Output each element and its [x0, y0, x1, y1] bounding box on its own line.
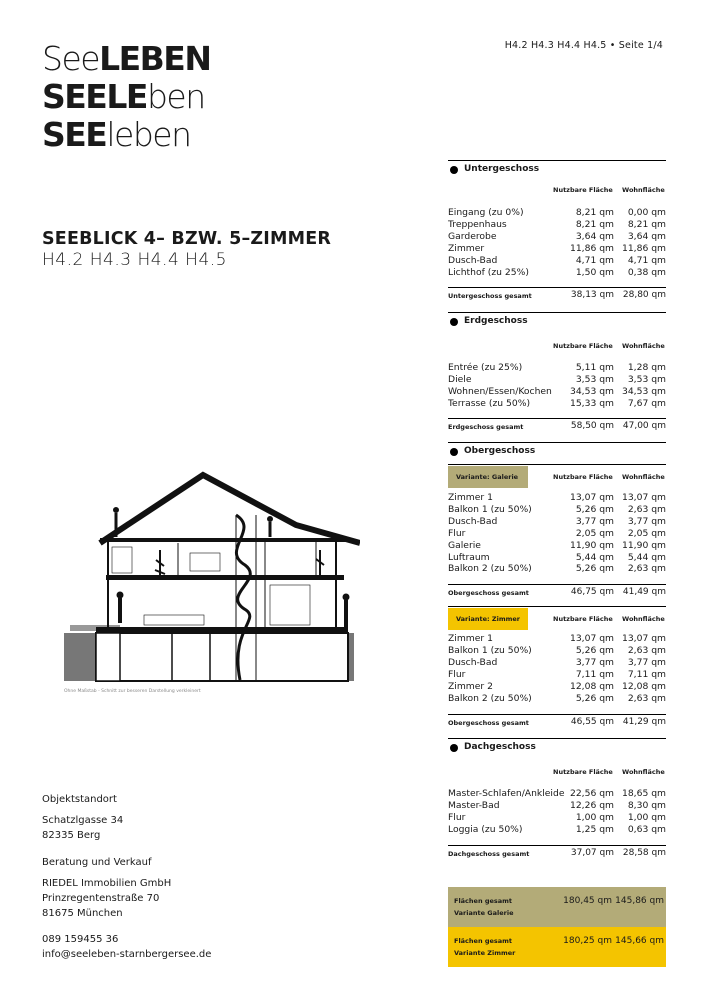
living-area: 4,71 qm [627, 254, 666, 266]
usable-area: 3,77 qm [575, 656, 614, 668]
usable-area: 1,50 qm [575, 266, 614, 278]
living-area: 3,77 qm [627, 656, 666, 668]
usable-area: 3,77 qm [575, 515, 614, 527]
table-row [448, 552, 666, 564]
table-row [448, 516, 666, 528]
room-name: Balkon 1 (zu 50%) [448, 503, 532, 515]
usable-area: 13,07 qm [569, 492, 614, 503]
living-area: 0,00 qm [627, 207, 666, 218]
usable-area: 5,26 qm [575, 692, 614, 704]
room-name: Lichthof (zu 25%) [448, 266, 529, 278]
usable-area: 13,07 qm [569, 633, 614, 644]
room-name: Dusch-Bad [448, 656, 498, 668]
column-usable: Nutzbare Fläche [553, 473, 613, 481]
variant-badge: Variante: Galerie [448, 466, 528, 488]
living-area: 3,64 qm [627, 230, 666, 242]
section-erdgeschoss: Erdgeschoss [448, 312, 666, 331]
room-name: Master-Schlafen/Ankleide [448, 788, 565, 799]
usable-area: 5,26 qm [575, 563, 614, 575]
table-row [448, 374, 666, 386]
usable-area: 1,25 qm [575, 823, 614, 835]
table-row [448, 255, 666, 267]
usable-area: 4,71 qm [575, 254, 614, 266]
room-name: Wohnen/Essen/Kochen [448, 385, 552, 397]
page-title: SEEBLICK 4– BZW. 5–ZIMMER [42, 229, 332, 249]
bullet-icon [450, 744, 458, 752]
location-address-line: 82335 Berg [42, 830, 101, 841]
room-name: Diele [448, 373, 472, 385]
living-area: 2,63 qm [627, 503, 666, 515]
table-row [448, 563, 666, 575]
drawing-caption: Ohne Maßstab - Schnitt zur besseren Darstellung verkleinert [64, 689, 201, 694]
usable-area: 2,05 qm [575, 527, 614, 539]
living-area: 3,53 qm [627, 373, 666, 385]
living-area: 2,63 qm [627, 563, 666, 575]
building-section-drawing [60, 455, 360, 690]
living-area: 1,00 qm [627, 811, 666, 823]
living-area: 2,63 qm [627, 692, 666, 704]
living-area: 11,90 qm [621, 539, 666, 551]
living-area: 7,67 qm [627, 397, 666, 409]
room-name: Master-Bad [448, 799, 500, 811]
column-living: Wohnfläche [622, 186, 665, 194]
table-row [448, 528, 666, 540]
living-area: 12,08 qm [621, 680, 666, 692]
usable-area: 7,11 qm [575, 668, 614, 680]
usable-area: 11,86 qm [569, 242, 614, 254]
room-name: Garderobe [448, 230, 497, 242]
table-row [448, 540, 666, 552]
living-area: 8,21 qm [627, 218, 666, 230]
living-area: 2,05 qm [627, 527, 666, 539]
living-area: 1,28 qm [627, 362, 666, 373]
room-name: Entrée (zu 25%) [448, 362, 523, 373]
usable-area: 8,21 qm [575, 218, 614, 230]
room-name: Flur [448, 527, 466, 539]
page-subtitle: H4.2 H4.3 H4.4 H4.5 [42, 250, 227, 270]
table-row [448, 207, 666, 219]
usable-area: 5,44 qm [575, 551, 614, 563]
room-name: Galerie [448, 539, 481, 551]
table-row [448, 669, 666, 681]
column-usable: Nutzbare Fläche [553, 615, 613, 623]
living-area: 11,86 qm [621, 242, 666, 254]
location-heading: Objektstandort [42, 794, 117, 805]
table-row [448, 504, 666, 516]
usable-area: 3,53 qm [575, 373, 614, 385]
living-area: 0,63 qm [627, 823, 666, 835]
table-row [448, 681, 666, 693]
email-link[interactable]: info@seeleben-starnbergersee.de [42, 949, 212, 960]
table-row [448, 386, 666, 398]
table-row [448, 267, 666, 279]
sales-address-line: RIEDEL Immobilien GmbH [42, 878, 172, 889]
column-living: Wohnfläche [622, 342, 665, 350]
sales-address-line: Prinzregentenstraße 70 [42, 893, 160, 904]
grand-total-galerie: Flächen gesamt Variante Galerie 180,45 qm 145,86 qm [448, 887, 666, 927]
usable-area: 12,08 qm [569, 680, 614, 692]
living-area: 13,07 qm [621, 633, 666, 644]
room-name: Dusch-Bad [448, 515, 498, 527]
room-name: Zimmer 1 [448, 633, 493, 644]
table-row [448, 398, 666, 410]
section-obergeschoss: Obergeschoss [448, 442, 666, 461]
usable-area: 22,56 qm [569, 788, 614, 799]
sales-heading: Beratung und Verkauf [42, 857, 152, 868]
usable-area: 3,64 qm [575, 230, 614, 242]
living-area: 5,44 qm [627, 551, 666, 563]
table-row [448, 788, 666, 800]
column-usable: Nutzbare Fläche [553, 768, 613, 776]
living-area: 0,38 qm [627, 266, 666, 278]
section-dachgeschoss: Dachgeschoss [448, 738, 666, 757]
usable-area: 12,26 qm [569, 799, 614, 811]
room-name: Balkon 2 (zu 50%) [448, 692, 532, 704]
table-row [448, 645, 666, 657]
column-living: Wohnfläche [622, 768, 665, 776]
table-row [448, 657, 666, 669]
table-row [448, 812, 666, 824]
room-name: Zimmer [448, 242, 485, 254]
grand-total-zimmer: Flächen gesamt Variante Zimmer 180,25 qm 145,66 qm [448, 927, 666, 967]
column-usable: Nutzbare Fläche [553, 342, 613, 350]
table-row [448, 693, 666, 705]
room-name: Treppenhaus [448, 218, 507, 230]
page-reference: H4.2 H4.3 H4.4 H4.5 • Seite 1/4 [504, 40, 663, 51]
location-address-line: Schatzlgasse 34 [42, 815, 124, 826]
column-living: Wohnfläche [622, 615, 665, 623]
living-area: 18,65 qm [621, 788, 666, 799]
living-area: 13,07 qm [621, 492, 666, 503]
living-area: 8,30 qm [627, 799, 666, 811]
room-name: Dusch-Bad [448, 254, 498, 266]
room-name: Balkon 2 (zu 50%) [448, 563, 532, 575]
usable-area: 5,11 qm [575, 362, 614, 373]
brand-logo: SeeLEBEN SEELEben SEEleben [42, 39, 211, 154]
sales-address-line: 81675 München [42, 908, 123, 919]
living-area: 3,77 qm [627, 515, 666, 527]
room-name: Loggia (zu 50%) [448, 823, 523, 835]
living-area: 34,53 qm [621, 385, 666, 397]
usable-area: 5,26 qm [575, 644, 614, 656]
column-usable: Nutzbare Fläche [553, 186, 613, 194]
total-row: Untergeschoss gesamt 38,13 qm 28,80 qm [448, 287, 666, 308]
usable-area: 8,21 qm [575, 207, 614, 218]
table-row [448, 362, 666, 374]
room-name: Luftraum [448, 551, 490, 563]
bullet-icon [450, 166, 458, 174]
variant-galerie-header [448, 464, 666, 489]
room-name: Balkon 1 (zu 50%) [448, 644, 532, 656]
column-living: Wohnfläche [622, 473, 665, 481]
living-area: 2,63 qm [627, 644, 666, 656]
living-area: 7,11 qm [627, 668, 666, 680]
table-row [448, 800, 666, 812]
table-row [448, 492, 666, 504]
room-name: Flur [448, 811, 466, 823]
table-row [448, 231, 666, 243]
bullet-icon [450, 318, 458, 326]
usable-area: 34,53 qm [569, 385, 614, 397]
variant-zimmer-header [448, 606, 666, 631]
table-row [448, 243, 666, 255]
room-name: Flur [448, 668, 466, 680]
total-row: Obergeschoss gesamt 46,55 qm 41,29 qm [448, 714, 666, 735]
total-row: Dachgeschoss gesamt 37,07 qm 28,58 qm [448, 845, 666, 866]
variant-badge: Variante: Zimmer [448, 608, 528, 630]
bullet-icon [450, 448, 458, 456]
room-name: Zimmer 2 [448, 680, 493, 692]
usable-area: 5,26 qm [575, 503, 614, 515]
table-row [448, 219, 666, 231]
usable-area: 1,00 qm [575, 811, 614, 823]
table-row [448, 633, 666, 645]
total-row: Obergeschoss gesamt 46,75 qm 41,49 qm [448, 584, 666, 605]
room-name: Zimmer 1 [448, 492, 493, 503]
room-name: Terrasse (zu 50%) [448, 397, 531, 409]
usable-area: 11,90 qm [569, 539, 614, 551]
usable-area: 15,33 qm [569, 397, 614, 409]
total-row: Erdgeschoss gesamt 58,50 qm 47,00 qm [448, 418, 666, 439]
room-name: Eingang (zu 0%) [448, 207, 524, 218]
phone-number: 089 159455 36 [42, 934, 119, 945]
table-row [448, 824, 666, 836]
section-untergeschoss: Untergeschoss [448, 160, 666, 179]
